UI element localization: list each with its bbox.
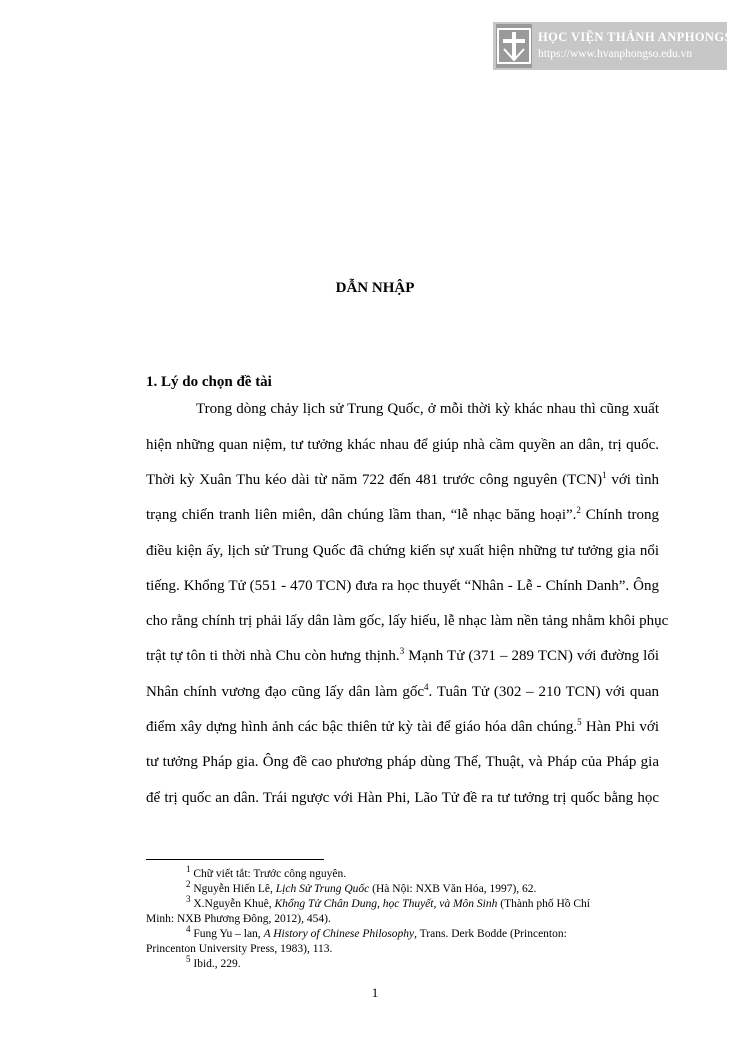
page-title: DẪN NHẬP	[335, 280, 415, 296]
paragraph-line	[196, 401, 659, 418]
footnote-ref: 5	[577, 717, 582, 727]
watermark	[493, 22, 742, 70]
paragraph-line	[146, 790, 659, 807]
paragraph-line	[146, 472, 659, 489]
footnote-ref: 4	[424, 682, 429, 692]
text-run: Princenton University Press, 1983), 113.	[146, 943, 333, 955]
text-run: trạng chiến tranh liên miên, dân chúng lầm than, “lễ nhạc băng hoại”.	[146, 507, 577, 523]
text-run: điểm xây dựng hình ảnh các bậc thiên tử kỳ tài để giáo hóa dân chúng.	[146, 719, 578, 735]
paragraph-line	[146, 613, 669, 630]
text-run: cho rằng chính trị phải lấy dân làm gốc, lấy hiếu, lễ nhạc làm nền tảng nhằm khôi phục	[146, 613, 669, 629]
footnote-ref: 1	[186, 864, 191, 875]
text-run: Nhân chính vương đạo cũng lấy dân làm gốc	[146, 684, 425, 700]
footnote-line	[146, 913, 331, 925]
text-run: Fung Yu – lan,	[190, 928, 264, 940]
text-run: hiện những quan niệm, tư tưởng khác nhau để giúp nhà cầm quyền an dân, trị quốc.	[146, 437, 659, 453]
text-run: để trị quốc an dân. Trái ngược với Hàn Phi, Lão Tử đề ra tư tưởng trị quốc bằng học	[146, 790, 659, 806]
footnote-ref: 2	[576, 505, 581, 515]
paragraph-line	[146, 543, 659, 560]
italic-title: Khổng Tử Chân Dung, học Thuyết, và Môn Sinh	[274, 898, 498, 910]
text-run: (Thành phố Hồ Chí	[497, 898, 590, 910]
footnote-ref: 2	[186, 879, 191, 890]
text-run: với tình	[606, 472, 659, 488]
footnote-separator	[146, 859, 324, 860]
footnote-line	[146, 943, 332, 955]
paragraph-line	[146, 507, 659, 524]
footnote-line	[186, 879, 537, 895]
text-run: Nguyễn Hiến Lê,	[190, 883, 276, 895]
section-heading: 1. Lý do chọn đề tài	[146, 374, 272, 390]
footnote-ref: 5	[186, 954, 191, 965]
text-run: Chữ viết tắt: Trước công nguyên.	[190, 868, 347, 880]
watermark-url: https://www.hvanphongso.edu.vn	[538, 48, 693, 60]
paragraph-line	[146, 754, 659, 771]
text-run: , Trans. Derk Bodde (Princenton:	[414, 928, 567, 940]
footnote-ref: 3	[186, 894, 191, 905]
page-number: 1	[371, 985, 379, 1000]
text-run: (Hà Nội: NXB Văn Hóa, 1997), 62.	[369, 883, 537, 895]
paragraph-line	[146, 719, 659, 736]
paragraph-line	[146, 578, 659, 595]
footnote-ref: 3	[399, 646, 405, 656]
text-run: Hàn Phi với	[581, 719, 659, 735]
text-run: . Tuân Tử (302 – 210 TCN) với quan	[428, 684, 659, 700]
text-run: X.Nguyễn Khuê,	[190, 898, 275, 910]
text-run: Mạnh Tử (371 – 289 TCN) với đường lối	[404, 648, 660, 664]
text-run: Chính trong	[580, 507, 659, 523]
text-run: tiếng. Khổng Tử (551 - 470 TCN) đưa ra học thuyết “Nhân - Lễ - Chính Danh”. Ông	[146, 578, 659, 594]
institute-logo-icon	[496, 24, 532, 68]
text-run: tư tưởng Pháp gia. Ông đề cao phương pháp dùng Thế, Thuật, và Pháp của Pháp gia	[146, 754, 659, 770]
text-run: Minh: NXB Phương Đông, 2012), 454).	[146, 913, 331, 925]
paragraph-line	[146, 437, 659, 454]
footnote-line	[186, 894, 590, 910]
italic-title: A History of Chinese Philosophy	[263, 928, 415, 940]
footnote-line	[186, 954, 241, 970]
text-run: điều kiện ấy, lịch sử Trung Quốc đã chứng kiến sự xuất hiện những tư tưởng gia nổi	[146, 543, 659, 559]
footnote-line	[186, 924, 567, 940]
footnote-line	[186, 864, 347, 880]
text-run: Ibid., 229.	[190, 958, 241, 970]
paragraph-line	[146, 648, 659, 665]
italic-title: Lịch Sử Trung Quốc	[275, 883, 370, 895]
footnote-ref: 1	[602, 470, 607, 480]
text-run: Thời kỳ Xuân Thu kéo dài từ năm 722 đến 481 trước công nguyên (TCN)	[146, 472, 603, 488]
text-run: Trong dòng chảy lịch sử Trung Quốc, ở mỗi thời kỳ khác nhau thì cũng xuất	[196, 401, 659, 417]
paragraph-line	[146, 684, 659, 701]
watermark-name: HỌC VIỆN THÁNH ANPHONGSÔ	[538, 30, 742, 44]
footnote-ref: 4	[186, 924, 191, 935]
text-run: trật tự tôn ti thời nhà Chu còn hưng thịnh.	[146, 648, 400, 664]
